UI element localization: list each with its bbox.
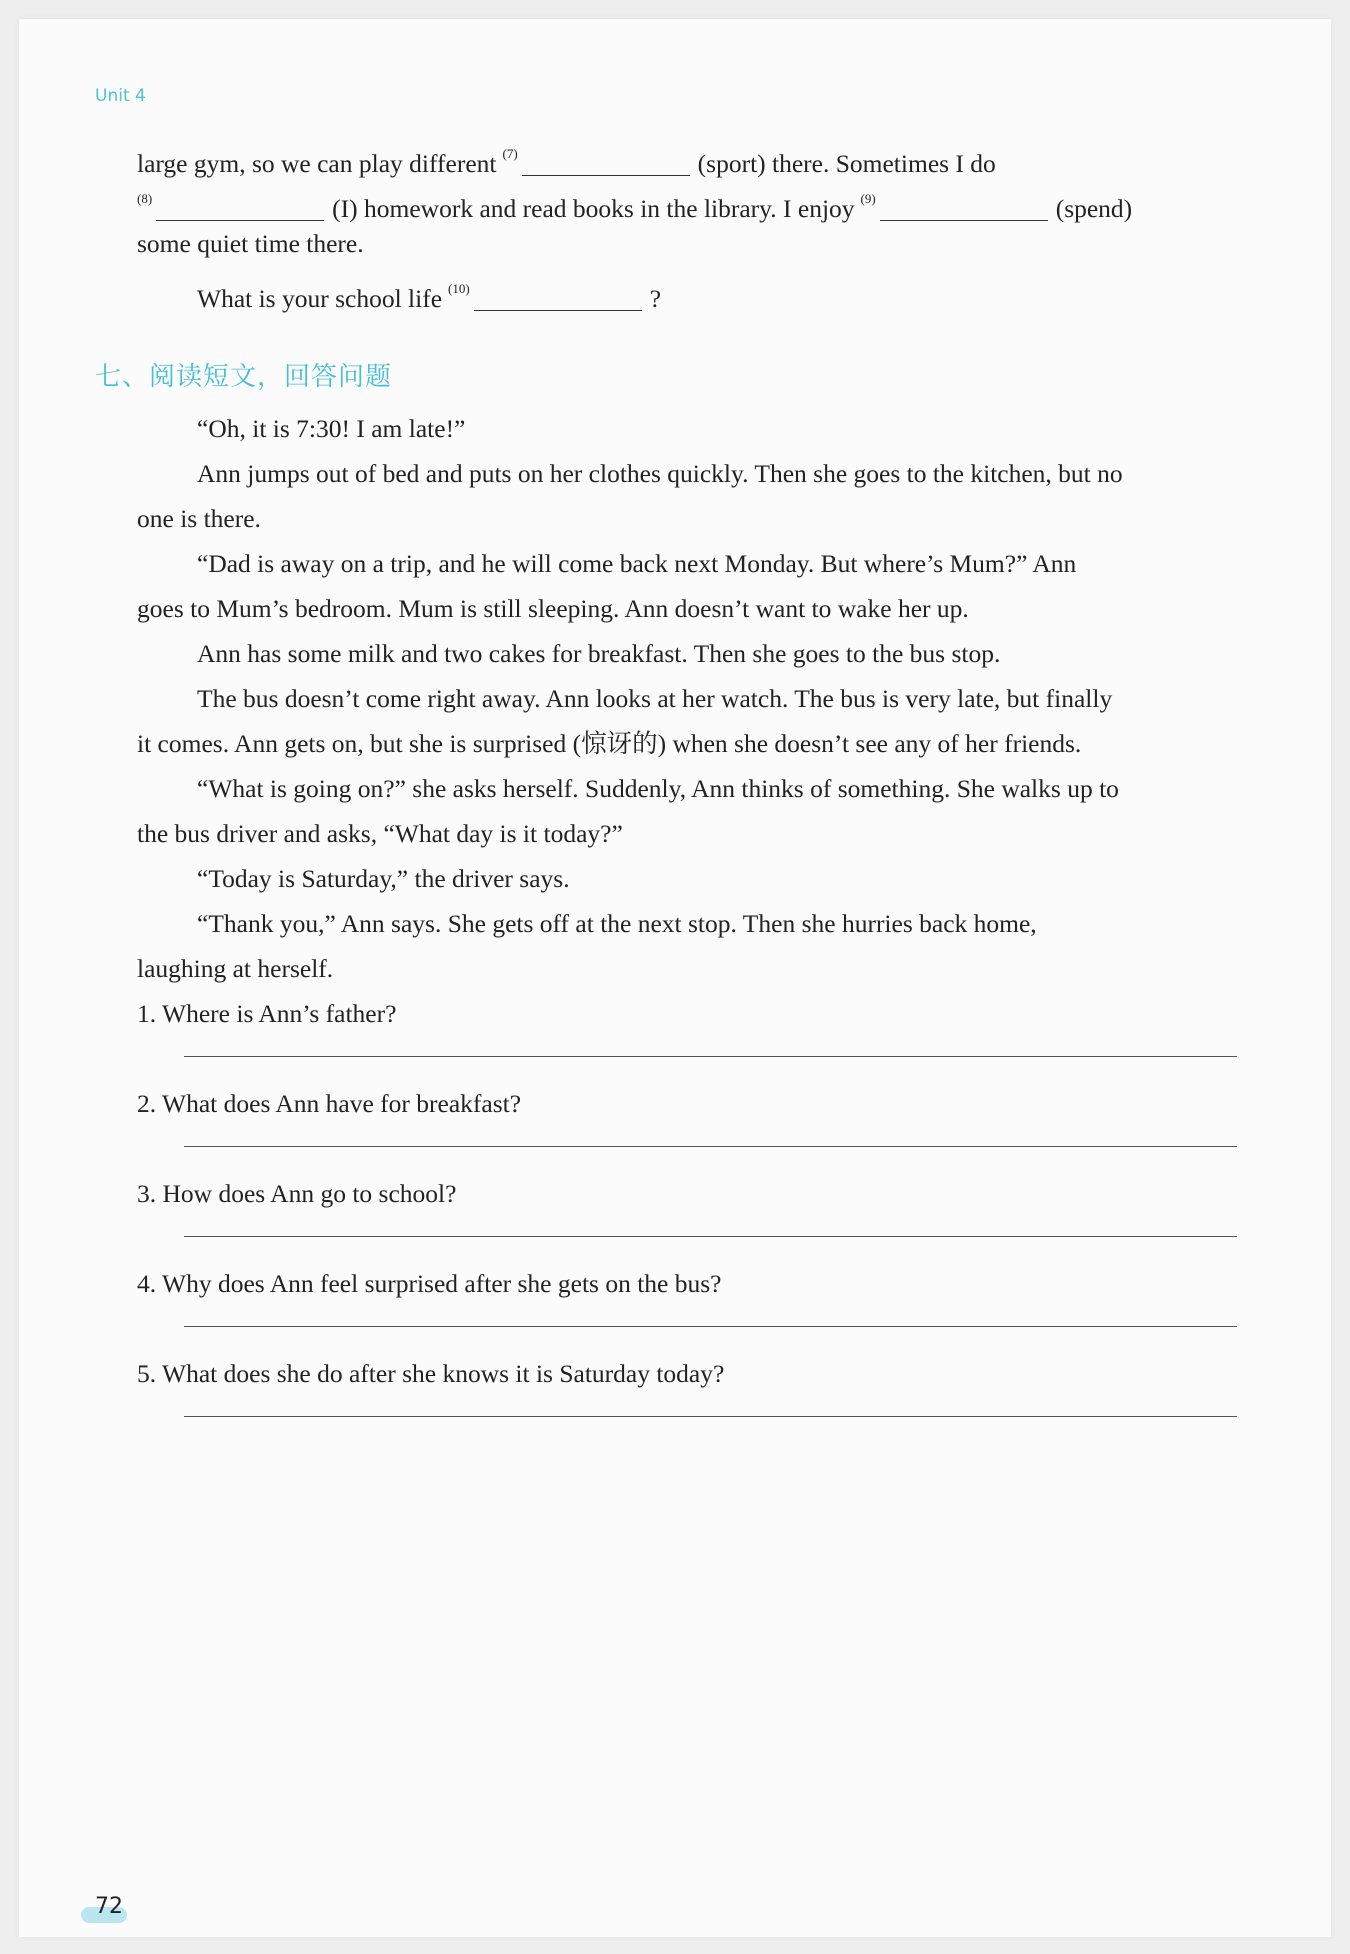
- answer-line-4[interactable]: [184, 1326, 1237, 1327]
- passage-line-3: some quiet time there.: [137, 229, 364, 258]
- reading-line: Ann jumps out of bed and puts on her clothes quickly. Then she goes to the kitchen, but no: [197, 459, 1123, 488]
- reading-line: it comes. Ann gets on, but she is surprised (惊讶的) when she doesn’t see any of her friends.: [137, 729, 1082, 758]
- question-2: 2. What does Ann have for breakfast?: [137, 1089, 522, 1118]
- reading-line: one is there.: [137, 504, 261, 533]
- page-number: [81, 1894, 129, 1928]
- reading-line: “Dad is away on a trip, and he will come back next Monday. But where’s Mum?” Ann: [197, 549, 1077, 578]
- answer-blank-7[interactable]: [522, 153, 690, 176]
- answer-line-2[interactable]: [184, 1146, 1237, 1147]
- answer-line-5[interactable]: [184, 1416, 1237, 1417]
- reading-line: the bus driver and asks, “What day is it today?”: [137, 819, 623, 848]
- question-5: 5. What does she do after she knows it is Saturday today?: [137, 1359, 725, 1388]
- answer-line-3[interactable]: [184, 1236, 1237, 1237]
- passage-text: ?: [649, 284, 662, 313]
- answer-blank-8[interactable]: [156, 198, 324, 221]
- blank-number: (10): [448, 281, 470, 296]
- reading-line: goes to Mum’s bedroom. Mum is still sleeping. Ann doesn’t want to wake her up.: [137, 594, 969, 623]
- answer-blank-10[interactable]: [474, 288, 642, 311]
- reading-line: “Today is Saturday,” the driver says.: [197, 864, 570, 893]
- blank-number: (7): [502, 146, 518, 161]
- blank-number: (8): [137, 191, 153, 206]
- reading-line: “What is going on?” she asks herself. Suddenly, Ann thinks of something. She walks up to: [197, 774, 1119, 803]
- reading-line: “Oh, it is 7:30! I am late!”: [197, 414, 466, 443]
- blank-number: (9): [860, 191, 876, 206]
- question-3: 3. How does Ann go to school?: [137, 1179, 457, 1208]
- question-4: 4. Why does Ann feel surprised after she gets on the bus?: [137, 1269, 722, 1298]
- answer-blank-9[interactable]: [880, 198, 1048, 221]
- reading-line: The bus doesn’t come right away. Ann looks at her watch. The bus is very late, but finally: [197, 684, 1113, 713]
- question-1: 1. Where is Ann’s father?: [137, 999, 397, 1028]
- workbook-page: [19, 19, 1331, 1937]
- section-title: 七、阅读短文，回答问题: [95, 362, 393, 392]
- passage-text: What is your school life: [197, 284, 443, 313]
- reading-line: Ann has some milk and two cakes for breakfast. Then she goes to the bus stop.: [197, 639, 1001, 668]
- passage-text: (spend): [1055, 194, 1133, 223]
- unit-label: Unit 4: [95, 86, 146, 106]
- passage-text: (I) homework and read books in the library. I enjoy: [332, 194, 855, 223]
- passage-text: (sport) there. Sometimes I do: [697, 149, 996, 178]
- passage-line-4: [197, 266, 661, 321]
- reading-line: “Thank you,” Ann says. She gets off at the next stop. Then she hurries back home,: [197, 909, 1037, 938]
- answer-line-1[interactable]: [184, 1056, 1237, 1057]
- reading-line: laughing at herself.: [137, 954, 334, 983]
- passage-text: large gym, so we can play different: [137, 149, 497, 178]
- page-number-text: 72: [95, 1894, 123, 1919]
